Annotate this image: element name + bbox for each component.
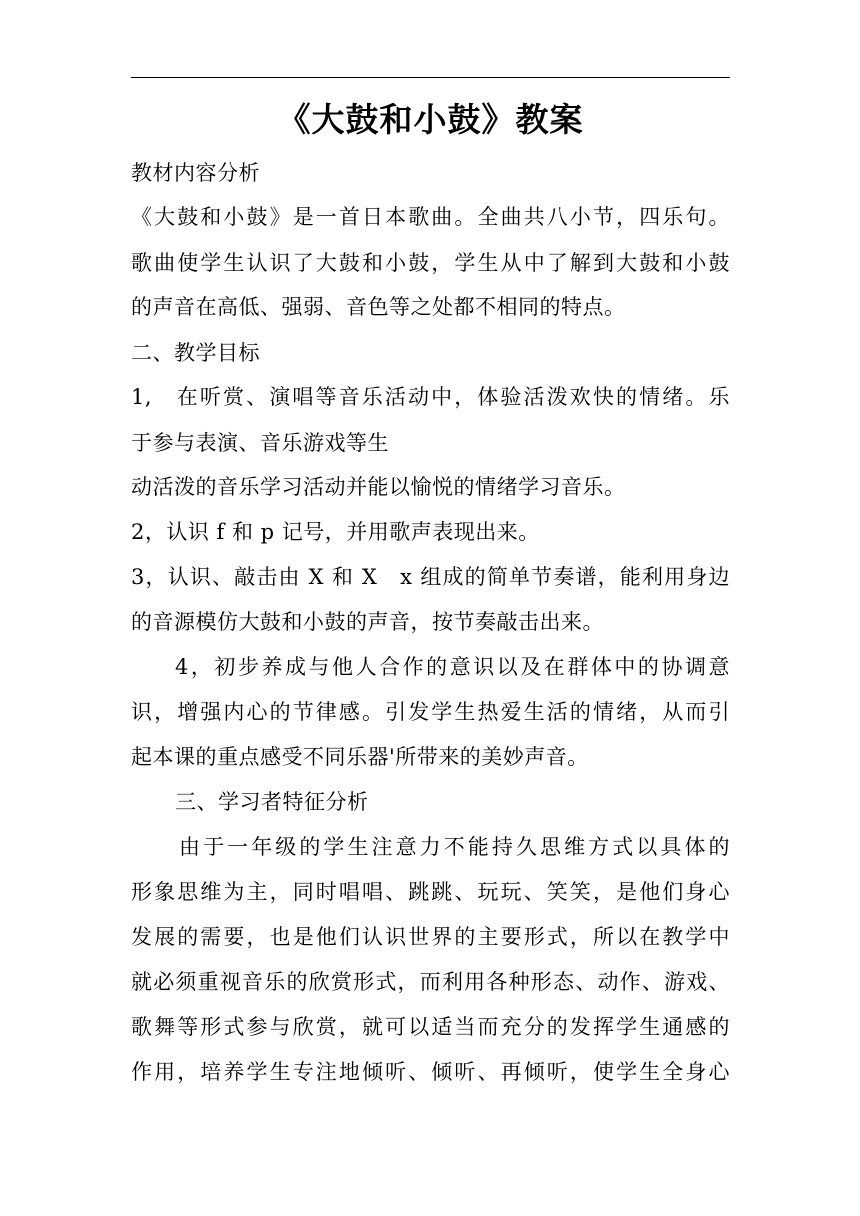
paragraph-line: 的声音在高低、强弱、音色等之处都不相同的特点。 — [131, 295, 626, 319]
paragraph-line: 动活泼的音乐学习活动并能以愉悦的情绪学习音乐。 — [131, 475, 626, 499]
paragraph-line: 识，增强内心的节律感。引发学生热爱生活的情绪，从而引 — [131, 700, 730, 724]
paragraph-line: 4，初步养成与他人合作的意识以及在群体中的协调意 — [175, 655, 730, 679]
paragraph-line: 2，认识 f 和 p 记号，并用歌声表现出来。 — [131, 520, 540, 544]
paragraph-line: 形象思维为主，同时唱唱、跳跳、玩玩、笑笑，是他们身心 — [131, 880, 730, 904]
header-rule — [131, 77, 730, 78]
paragraph-line: 歌舞等形式参与欣赏，就可以适当而充分的发挥学生通感的 — [131, 1015, 730, 1039]
paragraph-line: 发展的需要，也是他们认识世界的主要形式，所以在教学中 — [131, 925, 730, 949]
paragraph-line: 歌曲使学生认识了大鼓和小鼓，学生从中了解到大鼓和小鼓 — [131, 251, 730, 275]
paragraph-line: 的音源模仿大鼓和小鼓的声音，按节奏敲击出来。 — [131, 610, 604, 634]
paragraph-line: 作用，培养学生专注地倾听、倾听、再倾听，使学生全身心 — [131, 1060, 730, 1084]
section-heading-material: 教材内容分析 — [131, 161, 260, 185]
paragraph-line: 就必须重视音乐的欣赏形式，而利用各种形态、动作、游戏、 — [131, 970, 730, 994]
document-title: 《大鼓和小鼓》教案 — [277, 100, 584, 139]
paragraph-line: 于参与表演、音乐游戏等生 — [131, 431, 389, 455]
paragraph-line: 《大鼓和小鼓》是一首日本歌曲。全曲共八小节，四乐句。 — [131, 205, 730, 229]
section-heading-learners: 三、学习者特征分析 — [175, 790, 369, 814]
paragraph-line: 1, 在听赏、演唱等音乐活动中，体验活泼欢快的情绪。乐 — [131, 385, 730, 409]
paragraph-line: 起本课的重点感受不同乐器'所带来的美妙声音。 — [131, 745, 589, 769]
paragraph-line: 由于一年级的学生注意力不能持久思维方式以具体的 — [179, 835, 730, 859]
section-heading-goals: 二、教学目标 — [131, 341, 260, 365]
paragraph-line: 3，认识、敲击由 X 和 X x 组成的简单节奏谱，能利用身边 — [131, 565, 730, 589]
